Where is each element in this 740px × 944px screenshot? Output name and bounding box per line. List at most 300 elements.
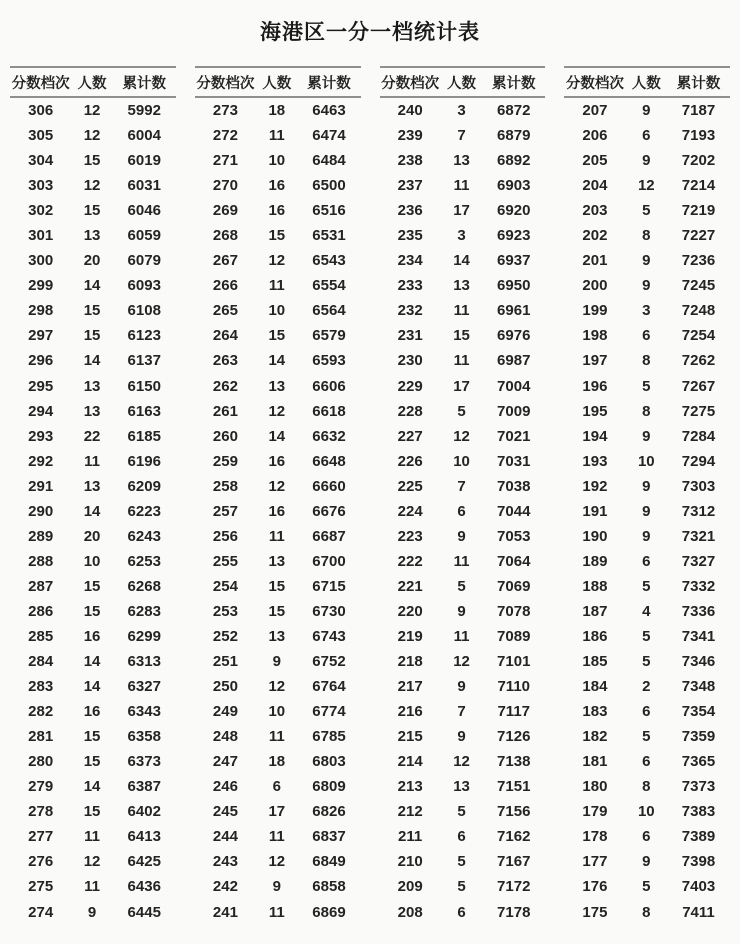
cumulative-cell: 7064 (497, 552, 531, 570)
count-cell: 15 (83, 602, 101, 620)
table-row (10, 824, 176, 849)
table-row (380, 624, 546, 649)
cumulative-cell: 7089 (497, 628, 531, 645)
table-row (195, 198, 361, 223)
table-row (380, 774, 546, 799)
cumulative-cell: 6108 (127, 302, 161, 320)
table-header-row (10, 68, 176, 98)
table-row (564, 674, 730, 699)
cumulative-cell: 6137 (127, 352, 161, 370)
score-cell: 175 (582, 903, 608, 921)
count-cell: 15 (83, 202, 101, 220)
score-cell: 181 (582, 753, 608, 771)
cumulative-cell: 6413 (127, 828, 161, 846)
score-cell: 240 (397, 102, 423, 120)
cumulative-cell: 6976 (497, 327, 531, 345)
table-row (564, 574, 730, 599)
score-cell: 272 (212, 127, 238, 145)
count-cell: 13 (268, 377, 286, 395)
table-row (564, 148, 730, 173)
cumulative-cell: 7284 (681, 427, 716, 445)
cumulative-cell: 7262 (681, 352, 716, 370)
count-cell: 9 (642, 102, 651, 120)
count-cell: 13 (268, 628, 286, 645)
table-row (564, 449, 730, 474)
score-cell: 261 (212, 402, 238, 420)
table-row (195, 649, 361, 674)
score-cell: 303 (28, 177, 54, 195)
table-row (10, 749, 176, 774)
table-row (195, 123, 361, 148)
table-row (564, 198, 730, 223)
count-cell: 8 (642, 352, 651, 370)
table-row (10, 348, 176, 373)
score-cell: 198 (582, 327, 608, 345)
count-cell: 13 (453, 778, 470, 796)
cumulative-cell: 6554 (312, 277, 346, 295)
cumulative-cell: 6950 (497, 277, 531, 295)
table-header-row (380, 68, 546, 98)
score-cell: 199 (582, 302, 608, 320)
count-cell: 13 (268, 552, 286, 570)
table-row (10, 674, 176, 699)
cumulative-cell: 6803 (312, 753, 346, 771)
count-cell: 7 (457, 127, 466, 145)
score-cell: 246 (212, 778, 238, 796)
score-cell: 291 (28, 477, 54, 495)
count-cell: 6 (457, 828, 466, 846)
count-cell: 14 (83, 653, 101, 671)
table-row (10, 449, 176, 474)
table-body (195, 98, 361, 925)
score-cell: 247 (212, 753, 238, 771)
score-cell: 176 (582, 878, 608, 896)
count-cell: 10 (637, 452, 655, 470)
count-cell: 15 (83, 577, 101, 595)
score-cell: 233 (397, 277, 423, 295)
count-cell: 15 (268, 227, 286, 245)
score-cell: 294 (28, 402, 54, 420)
table-row (380, 348, 546, 373)
score-cell: 192 (582, 477, 608, 495)
table-row (195, 549, 361, 574)
count-cell: 13 (83, 402, 101, 420)
count-cell: 14 (83, 502, 101, 520)
cumulative-cell: 6903 (497, 177, 531, 195)
table-row (380, 824, 546, 849)
header-score-level: 分数档次 (565, 75, 624, 92)
score-cell: 269 (212, 202, 238, 220)
table-row (380, 449, 546, 474)
count-cell: 9 (457, 602, 466, 620)
score-cell: 239 (397, 127, 423, 145)
cumulative-cell: 6618 (312, 402, 346, 420)
score-cell: 298 (28, 302, 54, 320)
header-count: 人数 (447, 75, 477, 92)
cumulative-cell: 6500 (312, 177, 346, 195)
cumulative-cell: 7365 (681, 753, 716, 771)
table-row (564, 874, 730, 899)
score-cell: 195 (582, 402, 608, 420)
count-cell: 11 (453, 552, 470, 570)
table-row (564, 323, 730, 348)
score-cell: 286 (28, 602, 54, 620)
cumulative-cell: 7294 (681, 452, 716, 470)
cumulative-cell: 7389 (681, 828, 716, 846)
table-body (10, 98, 176, 925)
score-cell: 288 (28, 552, 54, 570)
score-cell: 220 (397, 602, 423, 620)
cumulative-cell: 6987 (497, 352, 531, 370)
count-cell: 18 (268, 753, 286, 771)
score-cell: 301 (28, 227, 54, 245)
score-cell: 236 (397, 202, 423, 220)
cumulative-cell: 7236 (681, 252, 716, 270)
count-cell: 12 (453, 653, 470, 671)
score-table-1 (10, 66, 176, 925)
count-cell: 22 (83, 427, 101, 445)
cumulative-cell: 7004 (497, 377, 531, 395)
table-row (564, 399, 730, 424)
count-cell: 12 (268, 402, 286, 420)
count-cell: 12 (453, 753, 470, 771)
score-cell: 305 (28, 127, 54, 145)
count-cell: 6 (642, 327, 651, 345)
cumulative-cell: 7327 (681, 552, 716, 570)
count-cell: 6 (642, 552, 651, 570)
table-row (10, 874, 176, 899)
score-cell: 226 (397, 452, 423, 470)
table-row (195, 900, 361, 925)
count-cell: 11 (268, 903, 285, 921)
table-row (10, 649, 176, 674)
score-cell: 241 (212, 903, 238, 921)
count-cell: 13 (83, 377, 101, 395)
score-cell: 221 (397, 577, 423, 595)
cumulative-cell: 6564 (312, 302, 346, 320)
cumulative-cell: 7332 (681, 577, 716, 595)
count-cell: 15 (453, 327, 470, 345)
count-cell: 5 (457, 878, 466, 896)
cumulative-cell: 7312 (681, 502, 716, 520)
cumulative-cell: 6648 (312, 452, 346, 470)
score-cell: 243 (212, 853, 238, 871)
table-row (195, 298, 361, 323)
table-row (195, 399, 361, 424)
score-cell: 282 (28, 703, 54, 721)
table-row (564, 123, 730, 148)
count-cell: 10 (637, 803, 655, 821)
count-cell: 8 (642, 402, 651, 420)
score-cell: 271 (212, 152, 238, 170)
table-row (380, 424, 546, 449)
table-row (564, 374, 730, 399)
cumulative-cell: 6093 (127, 277, 161, 295)
score-cell: 292 (28, 452, 54, 470)
table-row (195, 348, 361, 373)
score-cell: 179 (582, 803, 608, 821)
cumulative-cell: 7202 (681, 152, 716, 170)
count-cell: 12 (268, 252, 286, 270)
cumulative-cell: 7101 (497, 653, 531, 671)
count-cell: 9 (642, 277, 651, 295)
count-cell: 5 (642, 202, 651, 220)
score-table-3 (380, 66, 546, 925)
table-row (564, 499, 730, 524)
table-row (564, 649, 730, 674)
cumulative-cell: 6445 (127, 903, 161, 921)
count-cell: 9 (642, 152, 651, 170)
header-score-level: 分数档次 (381, 75, 440, 92)
cumulative-cell: 6892 (497, 152, 531, 170)
table-row (564, 624, 730, 649)
score-cell: 299 (28, 277, 54, 295)
table-row (195, 599, 361, 624)
score-cell: 190 (582, 527, 608, 545)
cumulative-cell: 6079 (127, 252, 161, 270)
count-cell: 8 (642, 227, 651, 245)
score-cell: 249 (212, 703, 238, 721)
count-cell: 2 (642, 678, 651, 696)
count-cell: 11 (84, 878, 100, 896)
table-row (10, 900, 176, 925)
table-row (380, 223, 546, 248)
table-row (380, 123, 546, 148)
count-cell: 9 (272, 653, 281, 671)
count-cell: 15 (83, 302, 101, 320)
score-cell: 209 (397, 878, 423, 896)
count-cell: 12 (83, 127, 101, 145)
score-table-4 (564, 66, 730, 925)
count-cell: 5 (642, 878, 651, 896)
table-row (380, 399, 546, 424)
cumulative-cell: 7193 (681, 127, 716, 145)
table-row (564, 424, 730, 449)
score-cell: 267 (212, 252, 238, 270)
score-cell: 237 (397, 177, 423, 195)
table-row (564, 248, 730, 273)
table-row (380, 248, 546, 273)
header-cumulative: 累计数 (491, 75, 536, 92)
score-cell: 183 (582, 703, 608, 721)
cumulative-cell: 6046 (127, 202, 161, 220)
score-cell: 210 (397, 853, 423, 871)
count-cell: 5 (457, 853, 466, 871)
table-row (195, 774, 361, 799)
table-row (380, 499, 546, 524)
score-cell: 293 (28, 427, 54, 445)
table-row (380, 524, 546, 549)
count-cell: 9 (87, 903, 97, 921)
cumulative-cell: 7227 (681, 227, 716, 245)
cumulative-cell: 6700 (312, 552, 346, 570)
score-cell: 251 (212, 653, 238, 671)
score-cell: 265 (212, 302, 238, 320)
count-cell: 11 (268, 277, 285, 295)
score-cell: 266 (212, 277, 238, 295)
count-cell: 9 (642, 502, 651, 520)
score-cell: 212 (397, 803, 423, 821)
cumulative-cell: 6436 (127, 878, 161, 896)
score-cell: 234 (397, 252, 423, 270)
cumulative-cell: 6299 (127, 628, 161, 645)
count-cell: 7 (457, 703, 466, 721)
table-row (10, 499, 176, 524)
cumulative-cell: 7126 (497, 728, 531, 746)
count-cell: 6 (457, 903, 466, 921)
header-score-level: 分数档次 (11, 75, 70, 92)
count-cell: 20 (83, 527, 101, 545)
cumulative-cell: 6826 (312, 803, 346, 821)
table-row (564, 774, 730, 799)
score-cell: 194 (582, 427, 608, 445)
cumulative-cell: 6283 (127, 602, 161, 620)
score-cell: 202 (582, 227, 608, 245)
table-row (380, 649, 546, 674)
count-cell: 17 (453, 377, 470, 395)
page-title: 海港区一分一档统计表 (260, 21, 480, 44)
score-cell: 213 (397, 778, 423, 796)
count-cell: 6 (642, 753, 651, 771)
score-cell: 244 (212, 828, 238, 846)
score-cell: 304 (28, 152, 54, 170)
cumulative-cell: 7167 (497, 853, 531, 871)
count-cell: 16 (83, 628, 101, 645)
count-cell: 12 (83, 102, 101, 120)
cumulative-cell: 6150 (127, 377, 161, 395)
count-cell: 9 (457, 728, 466, 746)
score-cell: 297 (28, 327, 54, 345)
score-cell: 263 (212, 352, 238, 370)
count-cell: 11 (268, 127, 285, 145)
table-row (564, 724, 730, 749)
cumulative-cell: 6879 (497, 127, 531, 145)
cumulative-cell: 7346 (681, 653, 716, 671)
table-row (380, 98, 546, 123)
cumulative-cell: 6715 (312, 577, 346, 595)
cumulative-cell: 6387 (127, 778, 161, 796)
count-cell: 3 (642, 302, 651, 320)
table-row (10, 549, 176, 574)
score-cell: 270 (212, 177, 238, 195)
table-row (380, 173, 546, 198)
header-count: 人数 (77, 75, 107, 92)
count-cell: 15 (268, 577, 286, 595)
score-cell: 276 (28, 853, 54, 871)
score-cell: 185 (582, 653, 608, 671)
cumulative-cell: 7172 (497, 878, 531, 896)
table-row (10, 273, 176, 298)
score-cell: 203 (582, 202, 608, 220)
table-row (195, 799, 361, 824)
table-body (380, 98, 546, 925)
count-cell: 12 (268, 678, 286, 696)
cumulative-cell: 7078 (497, 602, 531, 620)
score-cell: 279 (28, 778, 54, 796)
table-row (564, 474, 730, 499)
count-cell: 11 (453, 302, 470, 320)
count-cell: 16 (83, 703, 101, 721)
cumulative-cell: 6402 (127, 803, 161, 821)
table-row (10, 198, 176, 223)
score-cell: 306 (28, 102, 54, 120)
score-cell: 189 (582, 552, 608, 570)
count-cell: 6 (457, 502, 466, 520)
table-row (195, 874, 361, 899)
count-cell: 12 (453, 427, 470, 445)
cumulative-cell: 6752 (312, 653, 346, 671)
count-cell: 11 (453, 352, 470, 370)
cumulative-cell: 7044 (497, 502, 531, 520)
count-cell: 16 (268, 177, 286, 195)
score-cell: 274 (28, 903, 54, 921)
table-row (564, 849, 730, 874)
score-cell: 300 (28, 252, 54, 270)
score-cell: 208 (397, 903, 423, 921)
cumulative-cell: 7178 (497, 903, 531, 921)
count-cell: 6 (642, 703, 651, 721)
cumulative-cell: 6579 (312, 327, 346, 345)
score-cell: 182 (582, 728, 608, 746)
table-row (195, 824, 361, 849)
table-row (564, 223, 730, 248)
cumulative-cell: 7348 (681, 678, 716, 696)
score-cell: 229 (397, 377, 423, 395)
table-row (195, 98, 361, 123)
score-cell: 262 (212, 377, 238, 395)
cumulative-cell: 6660 (312, 477, 346, 495)
count-cell: 5 (642, 577, 651, 595)
cumulative-cell: 7275 (681, 402, 716, 420)
count-cell: 14 (83, 678, 101, 696)
score-cell: 275 (28, 878, 54, 896)
cumulative-cell: 7354 (681, 703, 716, 721)
count-cell: 14 (453, 252, 470, 270)
table-row (10, 799, 176, 824)
count-cell: 15 (268, 602, 286, 620)
count-cell: 6 (642, 127, 651, 145)
score-cell: 264 (212, 327, 238, 345)
count-cell: 11 (453, 177, 470, 195)
score-cell: 193 (582, 452, 608, 470)
cumulative-cell: 7009 (497, 402, 531, 420)
cumulative-cell: 7267 (681, 377, 716, 395)
table-row (564, 348, 730, 373)
score-cell: 260 (212, 427, 238, 445)
count-cell: 8 (642, 778, 651, 796)
table-row (380, 298, 546, 323)
table-row (10, 323, 176, 348)
score-cell: 224 (397, 502, 423, 520)
count-cell: 16 (268, 202, 286, 220)
count-cell: 12 (268, 477, 286, 495)
table-row (10, 624, 176, 649)
table-row (380, 699, 546, 724)
score-cell: 242 (212, 878, 238, 896)
table-row (564, 173, 730, 198)
count-cell: 10 (268, 152, 286, 170)
score-cell: 277 (28, 828, 54, 846)
count-cell: 12 (268, 853, 286, 871)
count-cell: 10 (83, 552, 101, 570)
count-cell: 9 (642, 427, 651, 445)
count-cell: 5 (457, 803, 466, 821)
score-cell: 216 (397, 703, 423, 721)
cumulative-cell: 6343 (127, 703, 161, 721)
table-row (564, 799, 730, 824)
table-header-row (564, 68, 730, 98)
score-cell: 215 (397, 728, 423, 746)
